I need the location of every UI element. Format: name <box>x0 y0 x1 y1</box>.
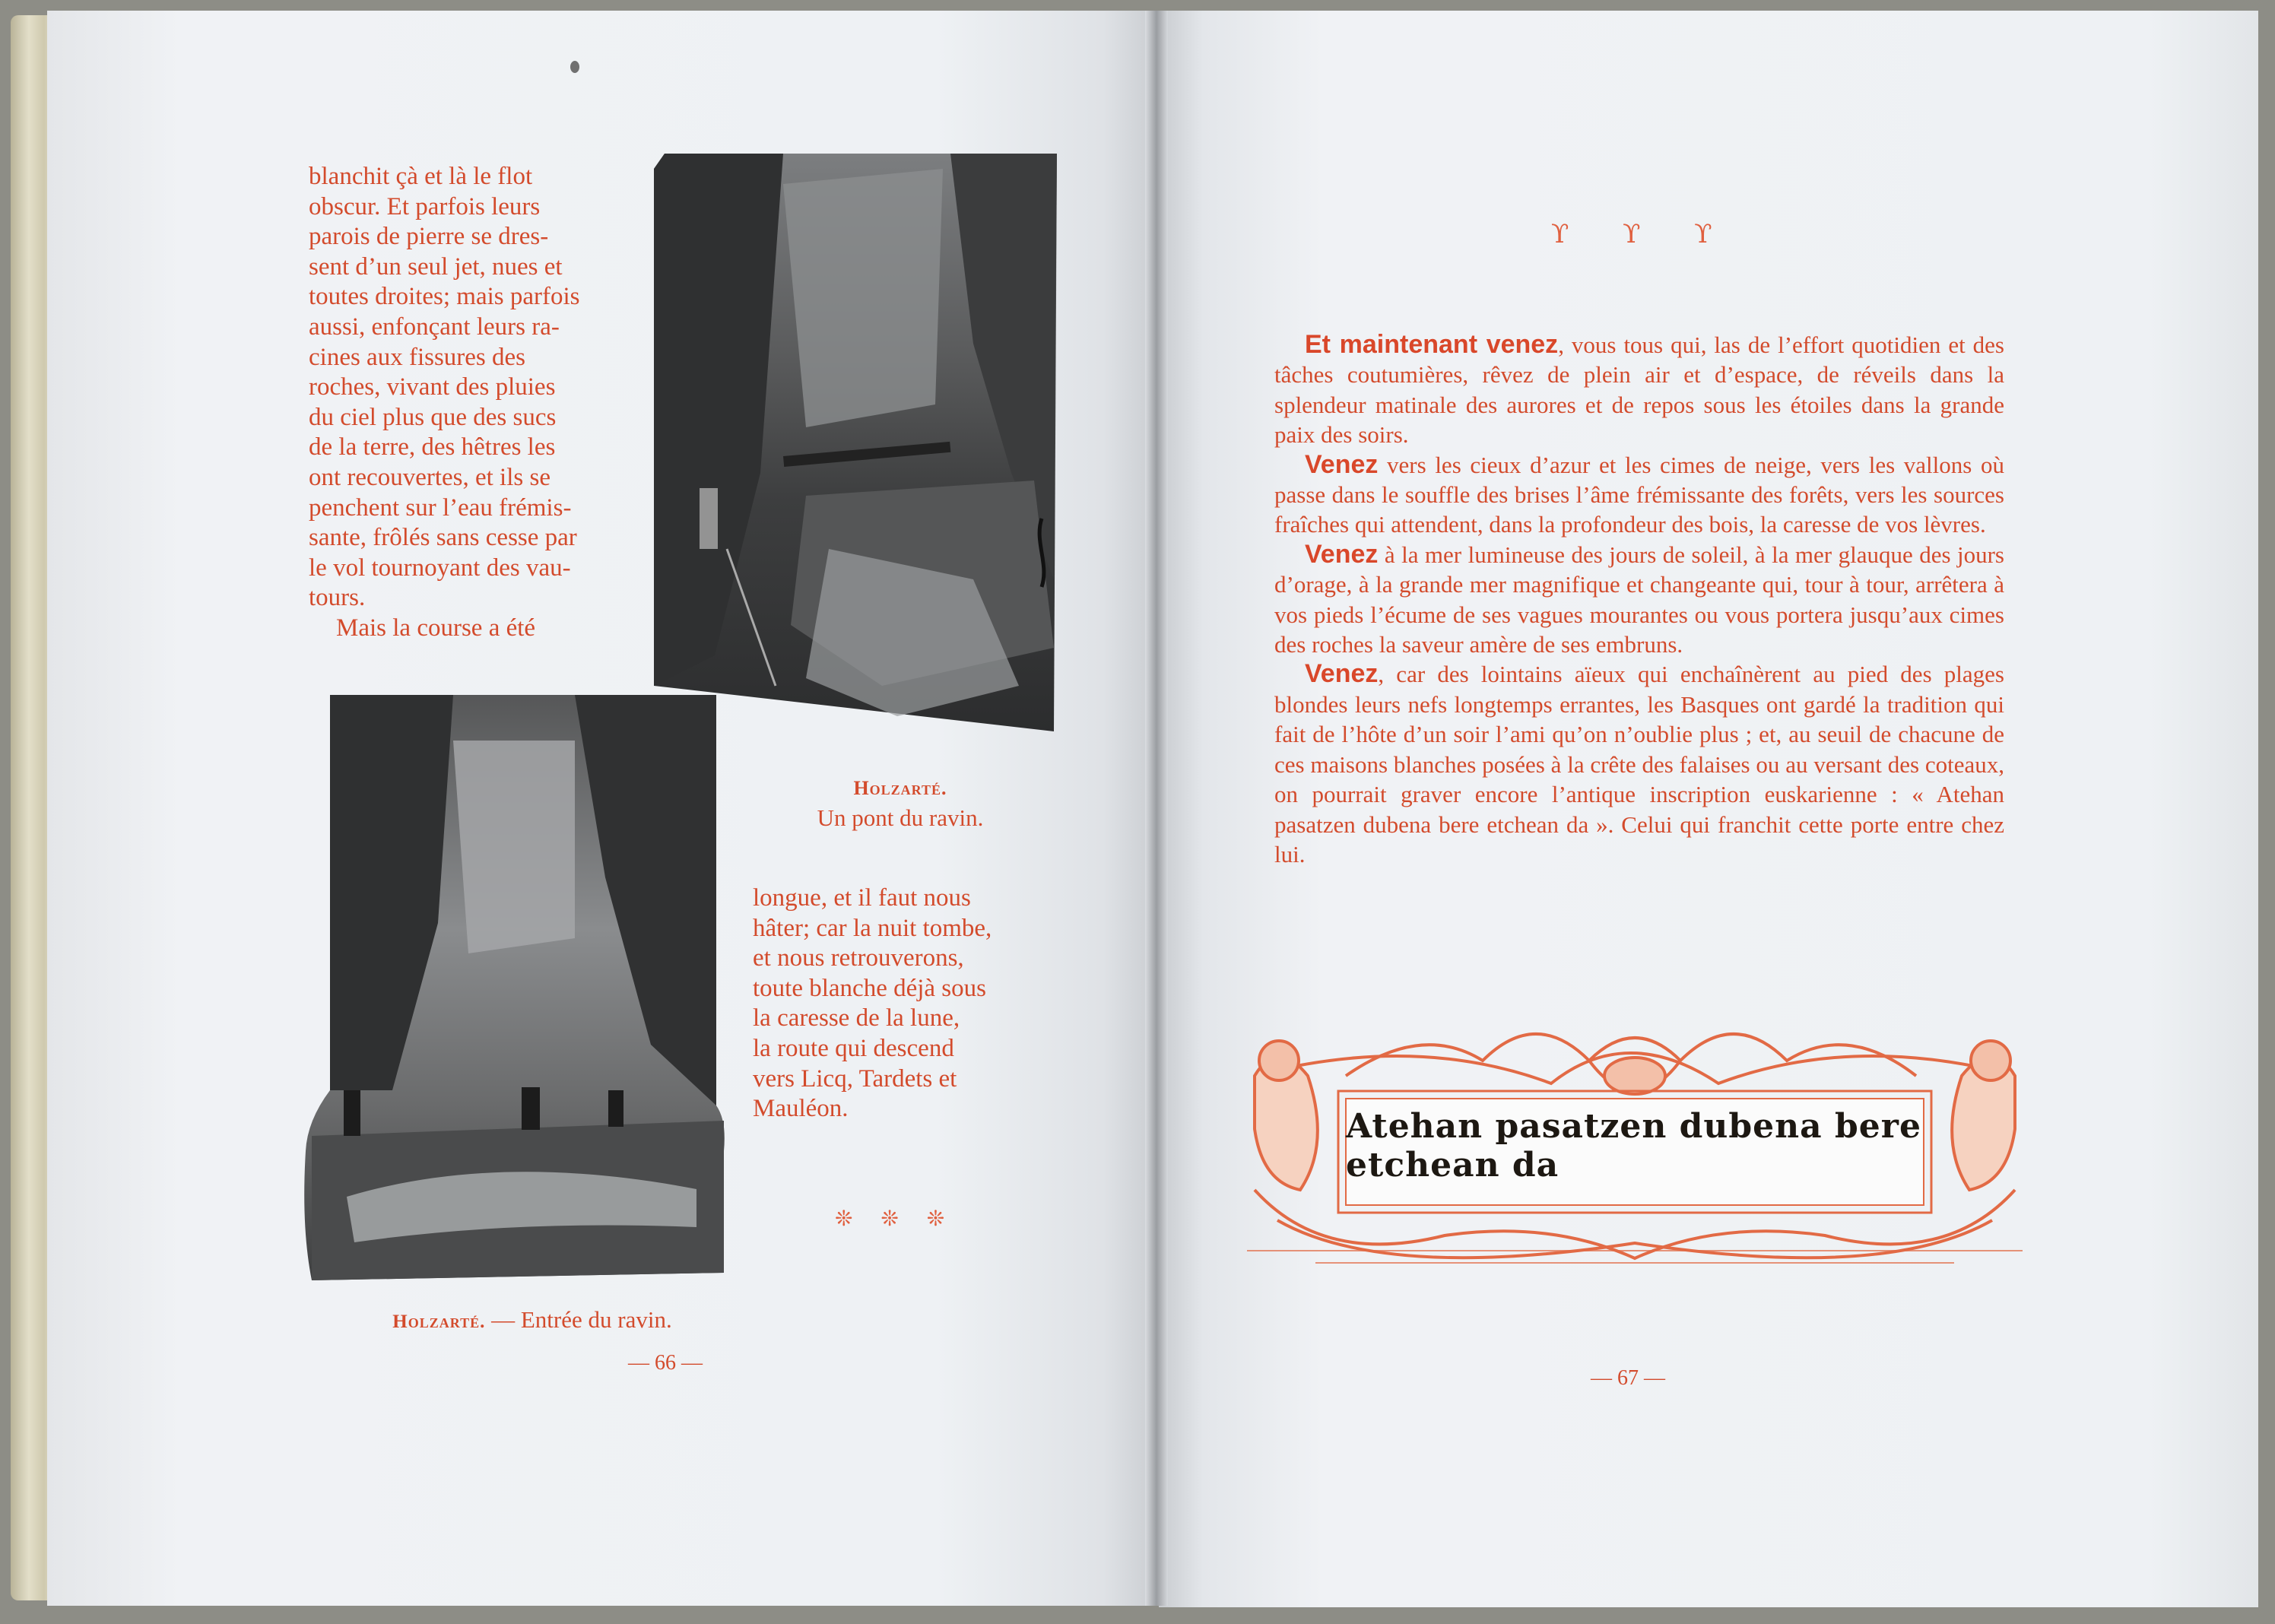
lead-words: Et maintenant venez <box>1305 330 1559 359</box>
text-line: sante, frôlés sans cesse par <box>309 524 577 552</box>
lead-words: Venez <box>1305 449 1379 479</box>
paragraph <box>1274 330 2004 450</box>
text-line: ont recouvertes, et ils se <box>309 463 551 491</box>
lead-words: Venez <box>1305 659 1379 689</box>
basque-inscription: Atehan pasatzen dubena bere etchean da <box>1346 1107 1921 1185</box>
paragraph-body: , vous tous qui, las de l’effort quotidien et des tâches coutumières, rêvez de plein air et d’espace, de réveils dans la splendeur matinale des aurores et de repos sous les étoiles dans la grande paix des soirs. <box>1274 331 2004 449</box>
paragraph-body: à la mer lumineuse des jours de soleil, à la mer glauque des jours d’orage, à la grande mer magnifique et changeante qui, tour à tour, arrêtera à vos pieds l’écume de ses vagues mourantes ou vous portera jusqu’aux cimes des roches la saveur amère de ses embruns. <box>1274 541 2004 658</box>
lead-words: Venez <box>1305 539 1379 569</box>
left-text-block-2 <box>753 883 1039 1124</box>
text-line: blanchit çà et là le flot <box>309 163 533 190</box>
text-line: longue, et il faut nous <box>753 884 971 912</box>
caption-top-subtitle: Un pont du ravin. <box>817 804 984 831</box>
text-line: toutes droites; mais parfois <box>309 283 580 311</box>
page-number-left: — 66 — <box>628 1351 703 1375</box>
top-ornament: ϒ ϒ ϒ <box>1551 219 1735 249</box>
caption-top <box>763 777 1037 832</box>
text-line: parois de pierre se dres- <box>309 223 549 251</box>
photo-entree-du-ravin <box>301 695 728 1283</box>
right-text-block <box>1274 330 2004 869</box>
text-line: la route qui descend <box>753 1034 954 1062</box>
book-gutter <box>1145 11 1168 1606</box>
text-line: cines aux fissures des <box>309 343 526 371</box>
asterism-ornament: ❊ ❊ ❊ <box>835 1206 956 1231</box>
text-line: la caresse de la lune, <box>753 1004 960 1032</box>
text-line: penchent sur l’eau frémis- <box>309 493 572 522</box>
paper-speck <box>570 61 579 73</box>
text-line: toute blanche déjà sous <box>753 974 986 1002</box>
caption-top-title: Holzarté. <box>853 777 947 799</box>
text-line: tours. <box>309 584 366 612</box>
page-number-right: — 67 — <box>1591 1366 1665 1390</box>
left-text-block-1 <box>309 162 614 644</box>
text-line: du ciel plus que des sucs <box>309 403 557 431</box>
text-line: obscur. Et parfois leurs <box>309 192 541 220</box>
paragraph <box>1274 659 2004 869</box>
text-line: Mauléon. <box>753 1095 849 1123</box>
paragraph <box>1274 540 2004 660</box>
paragraph-body: , car des lointains aïeux qui enchaînèrent au pied des plages blondes leurs nefs longtemps errantes, les Basques ont gardé la tradition qui fait de l’hôte d’un soir l’ami qu’on n’oublie plus ; et, au seuil de chacune de ces maisons blanches posées à la crête des falaises ou au versant des coteaux, on pourrait graver encore l’antique inscription euskarienne : « Atehan pasatzen dubena bere etchean da ». Celui qui franchit cette porte entre chez lui. <box>1274 661 2004 868</box>
caption-bottom-title: Holzarté. <box>392 1312 486 1332</box>
text-line: Mais la course a été <box>336 614 536 642</box>
text-line: roches, vivant des pluies <box>309 373 556 401</box>
paragraph-body: vers les cieux d’azur et les cimes de neige, vers les vallons où passe dans le souffle des brises l’âme frémissante des forêts, vers les sources fraîches qui attendent, dans la profondeur des bois, la caresse de vos lèvres. <box>1274 451 2004 538</box>
text-line: de la terre, des hêtres les <box>309 433 556 462</box>
photo-pont-du-ravin <box>654 154 1057 731</box>
text-line: et nous retrouverons, <box>753 944 964 972</box>
text-line: hâter; car la nuit tombe, <box>753 914 992 942</box>
text-line: le vol tournoyant des vau- <box>309 553 571 582</box>
text-line: aussi, enfonçant leurs ra- <box>309 312 560 341</box>
caption-bottom <box>319 1306 745 1334</box>
paragraph <box>1274 450 2004 540</box>
text-line: sent d’un seul jet, nues et <box>309 252 563 281</box>
caption-bottom-subtitle: — Entrée du ravin. <box>485 1306 672 1333</box>
text-line: vers Licq, Tardets et <box>753 1064 957 1093</box>
